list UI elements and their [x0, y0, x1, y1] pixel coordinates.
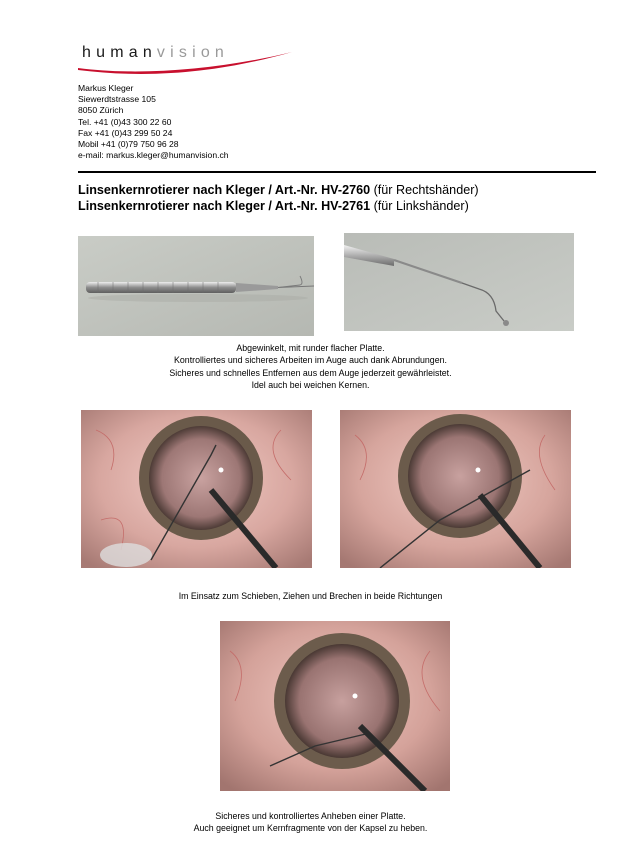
caption-line: Idel auch bei weichen Kernen.	[251, 380, 370, 391]
contact-block	[78, 83, 229, 161]
caption-line: Auch geeignet um Kernfragmente von der Kapsel zu heben.	[193, 823, 428, 834]
caption-instrument	[0, 342, 621, 392]
caption-line: Abgewinkelt, mit runder flacher Platte.	[236, 343, 385, 353]
surgery-photo-3	[220, 621, 450, 791]
divider-rule	[78, 171, 596, 173]
contact-email: e-mail: markus.kleger@humanvision.ch	[78, 150, 229, 161]
caption-line: Im Einsatz zum Schieben, Ziehen und Brechen in beide Richtungen	[178, 591, 443, 601]
logo-vision: vision	[156, 44, 230, 61]
surgery-photo-1	[81, 410, 312, 568]
instrument-photo-full	[78, 236, 314, 336]
title-line-1: Linsenkernrotierer nach Kleger / Art.-Nr. HV-2760 (für Rechtshänder)	[78, 183, 479, 197]
title-block	[78, 182, 479, 215]
contact-street: Siewerdtstrasse 105	[78, 94, 156, 105]
caption-line: Kontrolliertes und sicheres Arbeiten im Auge auch dank Abrundungen.	[174, 355, 447, 366]
contact-city: 8050 Zürich	[78, 105, 124, 116]
contact-tel: Tel. +41 (0)43 300 22 60	[78, 116, 172, 127]
contact-name: Markus Kleger	[78, 83, 134, 93]
caption-line: Sicheres und kontrolliertes Anheben einer Platte.	[215, 811, 406, 821]
caption-line: Sicheres und schnelles Entfernen aus dem Auge jederzeit gewährleistet.	[169, 367, 452, 378]
caption-lift	[0, 810, 621, 835]
logo	[82, 44, 229, 62]
logo-human: human	[82, 44, 157, 61]
contact-mobil: Mobil +41 (0)79 750 96 28	[78, 139, 179, 150]
title-line-2: Linsenkernrotierer nach Kleger / Art.-Nr. HV-2761 (für Linkshänder)	[78, 199, 469, 214]
surgery-photo-2	[340, 410, 571, 568]
contact-fax: Fax +41 (0)43 299 50 24	[78, 127, 173, 138]
instrument-photo-tip	[344, 233, 574, 331]
caption-usage	[0, 590, 621, 602]
